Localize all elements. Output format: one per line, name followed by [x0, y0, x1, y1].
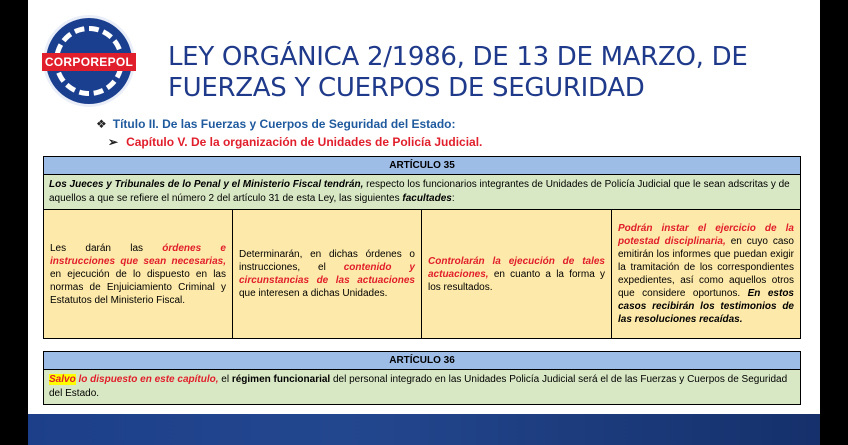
bullet-titulo-text: Título II. De las Fuerzas y Cuerpos de Seguridad del Estado: — [112, 117, 456, 131]
col4-c: En estos casos recibirán los testimonios de las resoluciones recaídas. — [618, 288, 794, 325]
salvo-highlight: Salvo — [49, 374, 76, 385]
col1-a: Les darán las — [50, 242, 163, 254]
diamond-bullet-icon: ❖ — [96, 117, 107, 131]
col4-a: Podrán instar el ejercicio de la potestad disciplinaria, — [618, 223, 794, 247]
facultad-control — [422, 210, 612, 338]
intro-bold: Los Jueces y Tribunales de lo Penal y el Ministerio Fiscal tendrán, — [49, 179, 364, 190]
col3-a: Controlarán la ejecución de tales actuaciones, — [428, 255, 605, 280]
facultad-contenido — [233, 210, 422, 338]
intro-mid: respecto los funcionarios integrantes de Unidades de Policía Judicial que le sean adscritas y de aquellos a que se refiere el número 2 del artículo 31 de esta Ley, las siguientes — [49, 179, 790, 204]
articulo-35-table — [43, 156, 801, 339]
intro-colon: : — [451, 193, 455, 204]
intro-facultades: facultades — [402, 193, 452, 204]
col4-b: en cuyo caso emitirán los informes que puedan exigir la tramitación de los correspondientes expedientes, así como aquellos otros que considere oportunos. — [618, 236, 794, 299]
col2-b: contenido y circunstancias de las actuaciones — [239, 262, 415, 286]
logo-text: CORPOREPOL — [42, 53, 136, 71]
bullet-capitulo — [108, 135, 482, 149]
corporepol-logo — [43, 15, 135, 107]
col3-b: en cuanto a la forma y los resultados. — [428, 268, 605, 293]
articulo-36-text — [44, 370, 800, 404]
articulo-35-intro — [44, 175, 800, 210]
col1-b: órdenes e instrucciones que sean necesarias, — [50, 242, 226, 267]
art36-rest: del personal integrado en las Unidades Policía Judicial será el de las Fuerzas y Cuerpos de Seguridad del Estado. — [49, 374, 788, 399]
facultades-row — [44, 210, 800, 338]
art36-mid: el — [218, 374, 232, 385]
facultad-disciplinaria — [612, 210, 800, 338]
bullet-capitulo-text: Capítulo V. De la organización de Unidades de Policía Judicial. — [126, 135, 483, 149]
art36-red: lo dispuesto en este capítulo, — [75, 374, 219, 385]
col2-c: que interesen a dichas Unidades. — [239, 288, 388, 299]
facultad-ordenes — [44, 210, 233, 338]
col2-a: Determinarán, en dichas órdenes o instrucciones, el — [239, 249, 415, 273]
col1-c: en ejecución de lo dispuesto en las normas de Enjuiciamiento Criminal y Estatutos del Ministerio Fiscal. — [50, 268, 226, 306]
slide — [28, 0, 820, 445]
art36-bold: régimen funcionarial — [231, 374, 331, 385]
articulo-35-heading: ARTÍCULO 35 — [44, 157, 800, 175]
footer-band — [28, 414, 820, 445]
bullet-titulo — [96, 117, 456, 131]
slide-title: LEY ORGÁNICA 2/1986, DE 13 DE MARZO, DE FUERZAS Y CUERPOS DE SEGURIDAD — [168, 42, 748, 103]
arrow-bullet-icon: ➢ — [108, 135, 119, 149]
articulo-36-table — [43, 351, 801, 405]
articulo-36-heading: ARTÍCULO 36 — [44, 352, 800, 370]
